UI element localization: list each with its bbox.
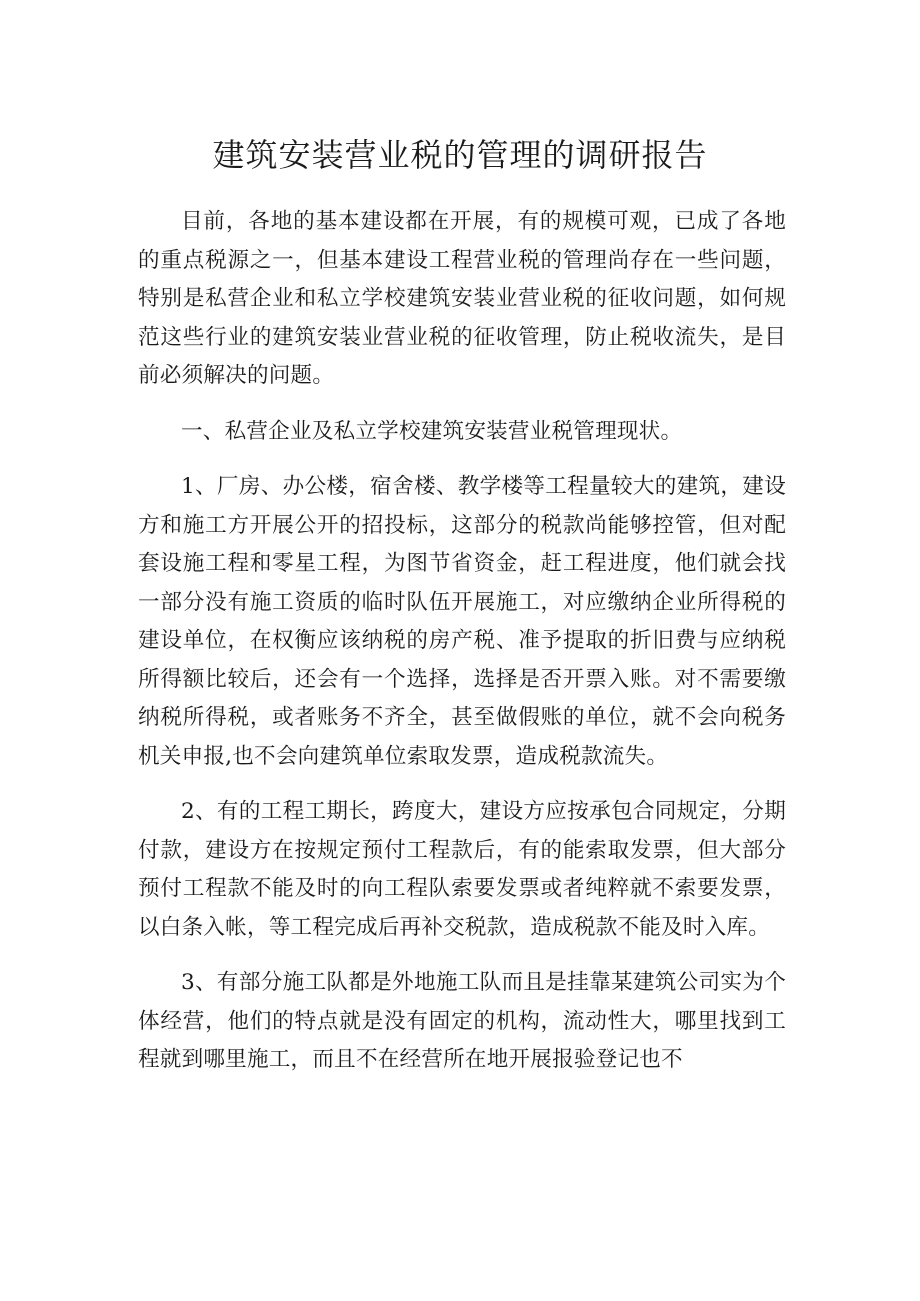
paragraph-item-1: 1、厂房、办公楼，宿舍楼、教学楼等工程量较大的建筑，建设方和施工方开展公开的招投标，这部分的税款尚能够控管，但对配套设施工程和零星工程，为图节省资金，赶工程进度，他们就会找一部分没有施工资质的临时队伍开展施工，对应缴纳企业所得税的建设单位，在权衡应该纳税的房产税、准予提取的折旧费与应纳税所得额比较后，还会有一个选择，选择是否开票入账。对不需要缴纳税所得税，或者账务不齐全，甚至做假账的单位，就不会向税务机关申报,也不会向建筑单位索取发票，造成税款流失。 <box>138 474 786 769</box>
paragraph-item-2: 2、有的工程工期长，跨度大，建设方应按承包合同规定，分期付款，建设方在按规定预付工程款后，有的能索取发票，但大部分预付工程款不能及时的向工程队索要发票或者纯粹就不索要发票，以白条入帐，等工程完成后再补交税款，造成税款不能及时入库。 <box>138 799 786 940</box>
document-title: 建筑安装营业税的管理的调研报告 <box>212 136 708 174</box>
section-heading-1: 一、私营企业及私立学校建筑安装营业税管理现状。 <box>181 418 683 444</box>
paragraph-intro: 目前，各地的基本建设都在开展，有的规模可观，已成了各地的重点税源之一，但基本建设工程营业税的管理尚存在一些问题，特别是私营企业和私立学校建筑安装业营业税的征收问题，如何规范这些行业的建筑安装业营业税的征收管理，防止税收流失，是目前必须解决的问题。 <box>138 209 786 388</box>
document-body <box>138 203 786 1080</box>
paragraph-item-3: 3、有部分施工队都是外地施工队而且是挂靠某建筑公司实为个体经营，他们的特点就是没有固定的机构，流动性大，哪里找到工程就到哪里施工，而且不在经营所在地开展报验登记也不 <box>138 970 786 1072</box>
